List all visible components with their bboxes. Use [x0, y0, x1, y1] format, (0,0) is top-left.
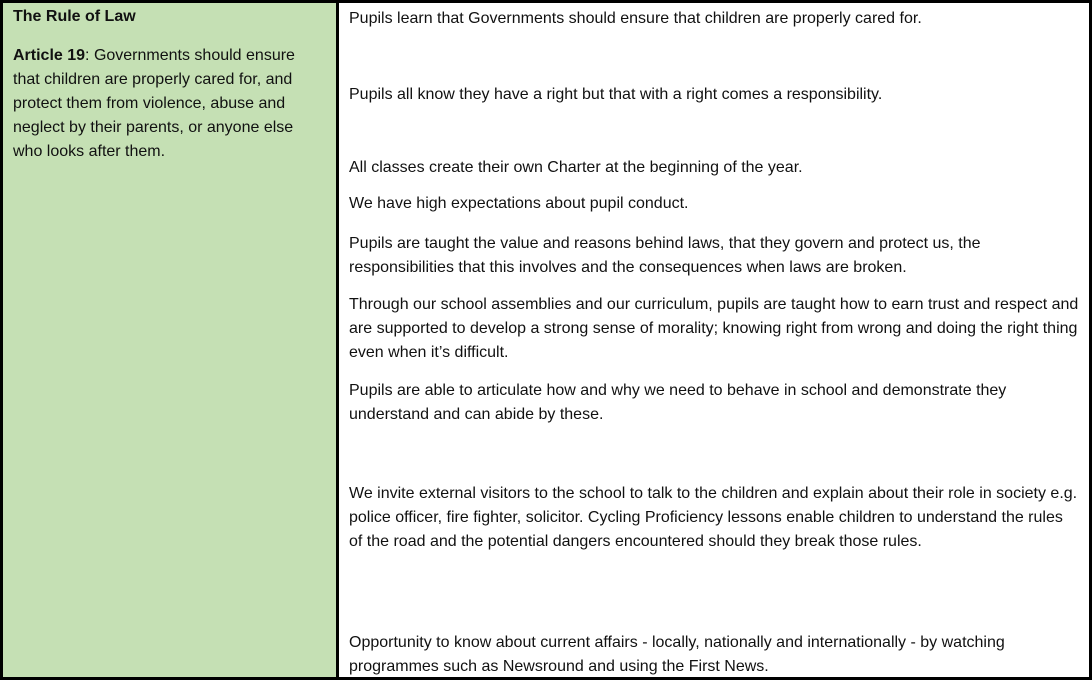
article-text — [13, 44, 319, 164]
paragraph: Opportunity to know about current affairs - locally, nationally and internationally - by watching programmes such as Newsround and using the First News. — [349, 634, 1005, 675]
right-cell — [339, 3, 1089, 677]
paragraph: Pupils are taught the value and reasons behind laws, that they govern and protect us, the responsibilities that this involves and the consequences when laws are broken. — [349, 235, 981, 276]
paragraph: Pupils are able to articulate how and why we need to behave in school and demonstrate they understand and can abide by these. — [349, 382, 1007, 423]
article-description: : Governments should ensure that children are properly cared for, and protect them from violence, abuse and neglect by their parents, or anyone else who looks after them. — [13, 47, 295, 160]
article-label: Article 19 — [13, 47, 86, 64]
paragraph: Through our school assemblies and our curriculum, pupils are taught how to earn trust and respect and are supported to develop a strong sense of morality; knowing right from wrong and doing the right thing even when it’s difficult. — [349, 296, 1079, 361]
left-cell — [3, 3, 339, 677]
paragraph: Pupils learn that Governments should ensure that children are properly cared for. — [349, 10, 922, 27]
section-heading: The Rule of Law — [13, 8, 136, 25]
paragraph: Pupils all know they have a right but that with a right comes a responsibility. — [349, 86, 883, 103]
paragraph: All classes create their own Charter at the beginning of the year. — [349, 159, 803, 176]
paragraph: We have high expectations about pupil conduct. — [349, 195, 689, 212]
paragraph: We invite external visitors to the school to talk to the children and explain about their role in society e.g. police officer, fire fighter, solicitor. Cycling Proficiency lessons enable children to understand the rules of the road and the potential dangers encountered should they break those rules. — [349, 485, 1078, 550]
